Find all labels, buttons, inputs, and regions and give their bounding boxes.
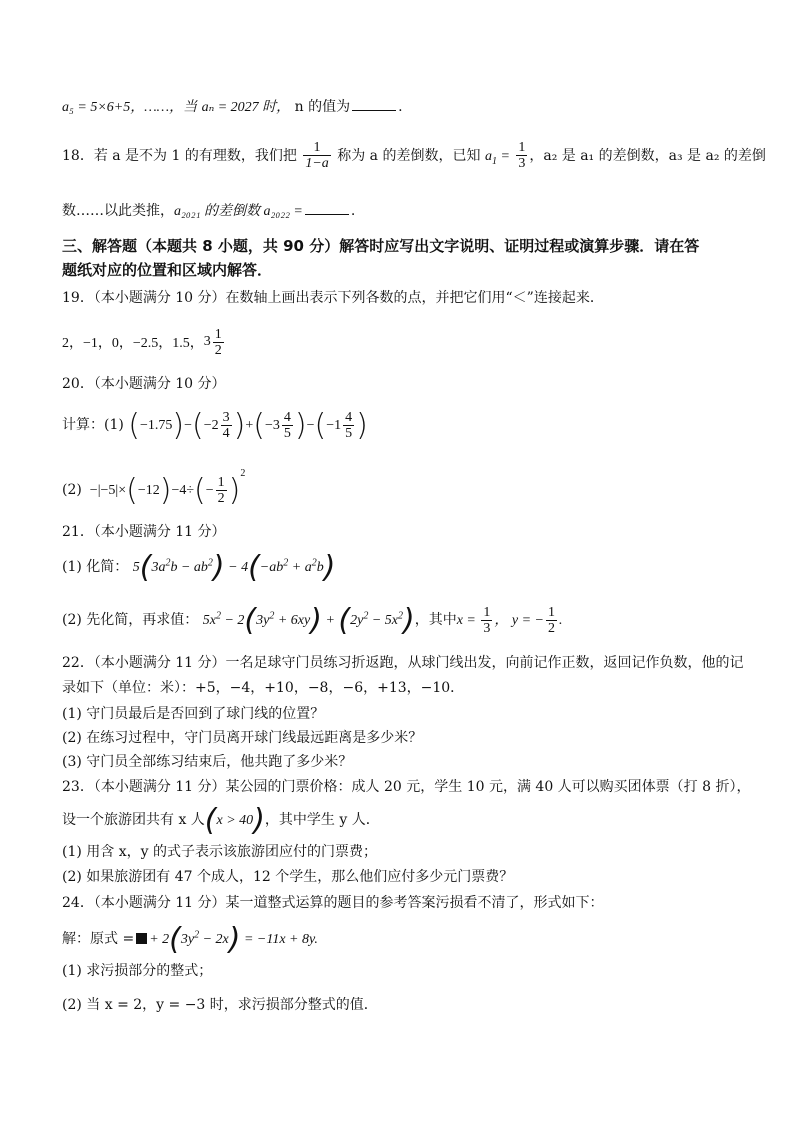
q17-answer-blank: [352, 98, 396, 111]
q19-mixed-number: 3 $\frac{1}{2}$: [203, 327, 222, 359]
q22-sub1: (1) 守门员最后是否回到了球门线的位置？: [62, 706, 325, 722]
q18-reciprocal-fraction: $\frac{1}{1-a}$: [305, 140, 329, 172]
q18-lead: 18．若 a 是不为 1 的有理数，我们把: [62, 147, 297, 164]
q23-sub1: (1) 用含 x，y 的式子表示该旅游团应付的门票费；: [62, 844, 377, 860]
q17-tail-line: a₅ = 5×6+5，……，当 aₙ = 2027 时， n 的值为 .: [62, 99, 403, 115]
q17-a5-expr: a₅ = 5×6+5，……，当: [62, 100, 198, 115]
q21-part1: (1) 化简： $5(3a^2b - ab^2) - 4(-ab^2 + a^2b)$: [62, 550, 336, 585]
q20-title: 20．（本小题满分 10 分）: [62, 376, 226, 392]
q24-smudge-block: [136, 933, 147, 944]
q23-sub2: (2) 如果旅游团有 47 个成人，12 个学生，那么他们应付多少元门票费？: [62, 869, 514, 885]
q24-solution: 解：原式 = + $2(3y^2 - 2x) = -11x + 8y$.: [62, 922, 318, 957]
q23-title: 23．（本小题满分 11 分）某公园的门票价格：成人 20 元，学生 10 元，满 40 人可以购买团体票（打 8 折），: [62, 779, 751, 795]
q21-title: 21．（本小题满分 11 分）: [62, 524, 226, 540]
q20-expr1: (−1.75)−(−2 $\frac{3}{4}$ )+(−3 $\frac{4}{5}$ )−(−1 $\frac{4}{5}$ ): [128, 407, 368, 443]
q18-line1: 18．若 a 是不为 1 的有理数，我们把 $\frac{1}{1-a}$ 称为 a 的差倒数，已知 $a_1$ = $\frac{1}{3}$ ，a₂ 是 a₁ 的差倒数，a₃ 是 a₂ 的差倒: [62, 140, 766, 172]
q18-a1-value: $\frac{1}{3}$: [518, 140, 526, 172]
q22-sub3: (3) 守门员全部练习结束后，他共跑了多少米？: [62, 754, 353, 770]
q20-part2: (2) −|−5|×(−12)−4÷(− $\frac{1}{2}$ )$^2$: [62, 468, 246, 508]
q21-expr2: $5x^2 - 2(3y^2 + 6xy) + (2y^2 - 5x^2)$: [202, 602, 415, 638]
q22-title: 22．（本小题满分 11 分）一名足球守门员练习折返跑，从球门线出发，向前记作正数，返回记作负数，他的记: [62, 655, 744, 671]
q24-title: 24．（本小题满分 11 分）某一道整式运算的题目的参考答案污损看不清了，形式如下：: [62, 895, 604, 911]
q18-answer-blank: [305, 202, 349, 215]
q17-tail-text: n 的值为: [294, 99, 351, 115]
q21-part2: (2) 先化简，再求值： $5x^2 - 2(3y^2 + 6xy) + (2y^2 - 5x^2)$，其中x = $\frac{1}{3}$ ， y = − $\frac{1}{2}$ .: [62, 602, 563, 638]
section3-line2: 题纸对应的位置和区域内解答．: [62, 261, 273, 279]
q19-numbers-line: [62, 327, 744, 359]
q19-title: 19．（本小题满分 10 分）在数轴上画出表示下列各数的点，并把它们用“＜”连接起来．: [62, 290, 604, 306]
q19-numbers: 2，−1，0，−2.5，1.5，: [62, 335, 204, 351]
q17-an-expr: aₙ = 2027 时，: [201, 100, 291, 115]
q18-mid: 称为 a 的差倒数，已知: [337, 147, 481, 164]
q22-record-line: 录如下（单位：米）：+5，−4，+10，−8，−6，+13，−10．: [62, 680, 465, 696]
q23-line2: 设一个旅游团共有 x 人(x > 40)，其中学生 y 人．: [62, 803, 380, 838]
q18-a2022-expr: a₂₀₂₁ 的差倒数 a₂₀₂₂ =: [174, 204, 303, 219]
q21-expr1: $5(3a^2b - ab^2) - 4(-ab^2 + a^2b)$: [132, 550, 336, 585]
q20-part1: 计算：(1) (−1.75)−(−2 $\frac{3}{4}$ )+(−3 $\frac{4}{5}$ )−(−1 $\frac{4}{5}$ ): [62, 407, 368, 443]
q18-line2: 数……以此类推，a₂₀₂₁ 的差倒数 a₂₀₂₂ = .: [62, 203, 356, 219]
q23-condition: (x > 40): [204, 803, 265, 838]
q20-expr2: −|−5|×(−12)−4÷(− $\frac{1}{2}$ )$^2$: [86, 468, 246, 508]
q24-expr: + $2(3y^2 - 2x) = -11x + 8y$.: [149, 922, 318, 957]
q24-sub2: (2) 当 x = 2，y = −3 时，求污损部分整式的值．: [62, 997, 378, 1013]
q24-sub1: (1) 求污损部分的整式；: [62, 963, 213, 979]
q18-rest: ，a₂ 是 a₁ 的差倒数，a₃ 是 a₂ 的差倒: [529, 147, 766, 164]
q22-sub2: (2) 在练习过程中，守门员离开球门线最远距离是多少米？: [62, 730, 423, 746]
q21-condition: x = $\frac{1}{3}$ ， y = − $\frac{1}{2}$ .: [456, 605, 563, 637]
section3-line1: 三、解答题（本题共 8 小题，共 90 分）解答时应写出文字说明、证明过程或演算步骤．请在答: [62, 237, 700, 255]
